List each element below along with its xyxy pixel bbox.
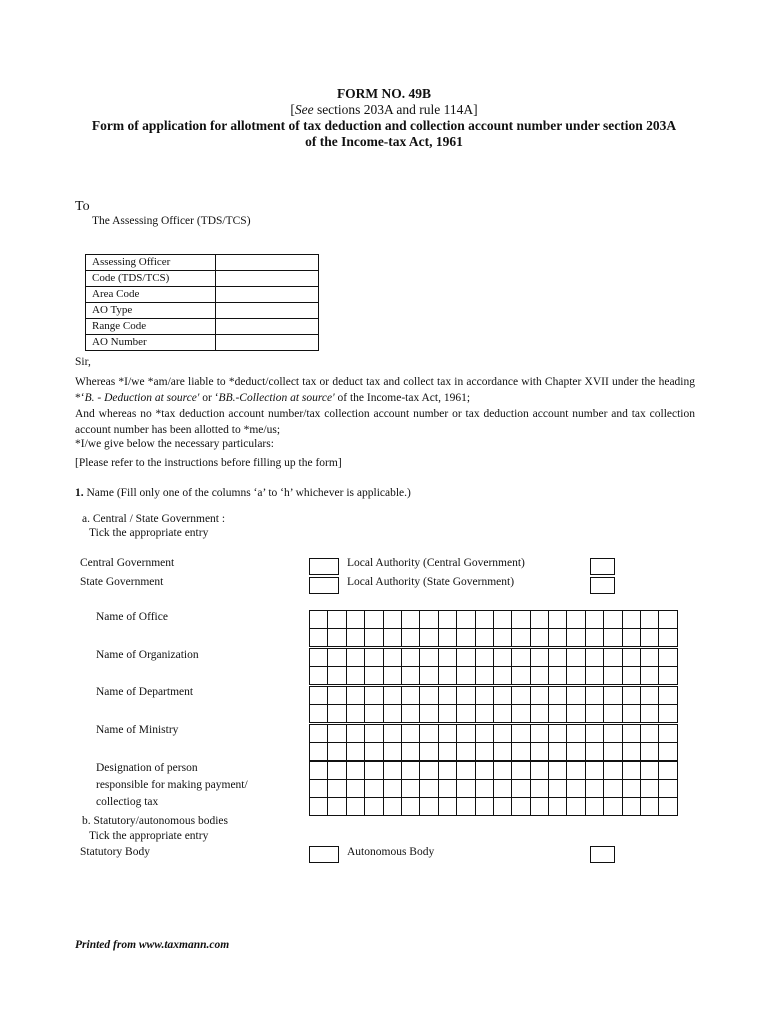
table-row — [86, 335, 319, 351]
table-row — [86, 287, 319, 303]
form-reference: [See sections 203A and rule 114A] — [290, 102, 478, 117]
central-government-label: Central Government — [80, 557, 175, 569]
autonomous-body-label: Autonomous Body — [347, 846, 435, 858]
ao-value-cell[interactable] — [216, 319, 319, 335]
section-1-heading — [75, 487, 411, 499]
section-a-title: a. Central / State Government : — [82, 513, 226, 525]
instructions-note: [Please refer to the instructions before filling up the form] — [75, 457, 342, 469]
name-of-office-grid[interactable] — [309, 610, 678, 647]
name-of-organization-label: Name of Organization — [96, 649, 199, 661]
section-1-label: Name (Fill only one of the columns ‘a’ to ‘h’ whichever is applicable.) — [83, 487, 411, 499]
designation-label-line3: collectiog tax — [96, 796, 159, 808]
name-of-department-grid[interactable] — [309, 686, 678, 723]
whereas-paragraph — [75, 374, 695, 406]
table-row — [86, 319, 319, 335]
designation-grid[interactable] — [309, 761, 678, 816]
see-word: See — [294, 102, 314, 117]
section-a-tick-note: Tick the appropriate entry — [89, 527, 209, 539]
ao-row-label: AO Type — [86, 303, 216, 319]
whereas-text: Whereas *I/we *am/are liable to *deduct/collect tax or deduct tax and collect tax in accordance with Chapter XVII under the heading *‘ — [75, 376, 695, 404]
assessing-officer-label: The Assessing Officer (TDS/TCS) — [92, 215, 251, 227]
and-whereas-paragraph: And whereas no *tax deduction account number/tax collection account number or tax deduction account number and tax collection account number has been allotted to *me/us; — [75, 408, 695, 436]
ao-value-cell[interactable] — [216, 255, 319, 271]
ao-value-cell[interactable] — [216, 287, 319, 303]
central-government-checkbox[interactable] — [309, 558, 339, 575]
section-b-title: b. Statutory/autonomous bodies — [82, 815, 228, 827]
whereas-end: of the Income-tax Act, 1961; — [334, 392, 471, 404]
form-title-line1: Form of application for allotment of tax deduction and collection account number under section 203A — [91, 118, 677, 133]
ao-value-cell[interactable] — [216, 303, 319, 319]
statutory-body-checkbox[interactable] — [309, 846, 339, 863]
form-reference-text: sections 203A and rule 114A] — [313, 102, 478, 117]
name-of-ministry-label: Name of Ministry — [96, 724, 179, 736]
state-government-label: State Government — [80, 576, 164, 588]
ao-row-label: Area Code — [86, 287, 216, 303]
statutory-body-label: Statutory Body — [80, 846, 150, 858]
table-row — [86, 303, 319, 319]
ao-row-label: AO Number — [86, 335, 216, 351]
ao-row-label: Range Code — [86, 319, 216, 335]
to-label: To — [75, 199, 90, 214]
whereas-or: or ‘ — [199, 392, 219, 404]
ao-value-cell[interactable] — [216, 335, 319, 351]
section-b-tick-note: Tick the appropriate entry — [89, 830, 209, 842]
heading-b: B. - Deduction at source' — [84, 392, 200, 404]
form-number: FORM NO. 49B — [336, 86, 432, 101]
assessing-officer-table — [85, 254, 319, 351]
ao-value-cell[interactable] — [216, 271, 319, 287]
name-of-department-label: Name of Department — [96, 686, 194, 698]
heading-bb: BB.-Collection at source' — [218, 392, 335, 404]
ao-row-label: Code (TDS/TCS) — [86, 271, 216, 287]
state-government-checkbox[interactable] — [309, 577, 339, 594]
local-authority-central-checkbox[interactable] — [590, 558, 615, 575]
local-authority-state-label: Local Authority (State Government) — [347, 576, 515, 588]
name-of-organization-grid[interactable] — [309, 648, 678, 685]
section-1-number: 1. — [75, 487, 84, 499]
table-row — [86, 271, 319, 287]
ao-row-label: Assessing Officer — [86, 255, 216, 271]
local-authority-state-checkbox[interactable] — [590, 577, 615, 594]
particulars-text: *I/we give below the necessary particulars: — [75, 438, 274, 450]
autonomous-body-checkbox[interactable] — [590, 846, 615, 863]
local-authority-central-label: Local Authority (Central Government) — [347, 557, 525, 569]
form-title-line2: of the Income-tax Act, 1961 — [305, 134, 463, 149]
designation-label-line1: Designation of person — [96, 762, 198, 774]
table-row — [86, 255, 319, 271]
salutation: Sir, — [75, 356, 91, 368]
name-of-office-label: Name of Office — [96, 611, 168, 623]
printed-from-footer: Printed from www.taxmann.com — [75, 939, 230, 951]
designation-label-line2: responsible for making payment/ — [96, 779, 248, 791]
name-of-ministry-grid[interactable] — [309, 724, 678, 761]
